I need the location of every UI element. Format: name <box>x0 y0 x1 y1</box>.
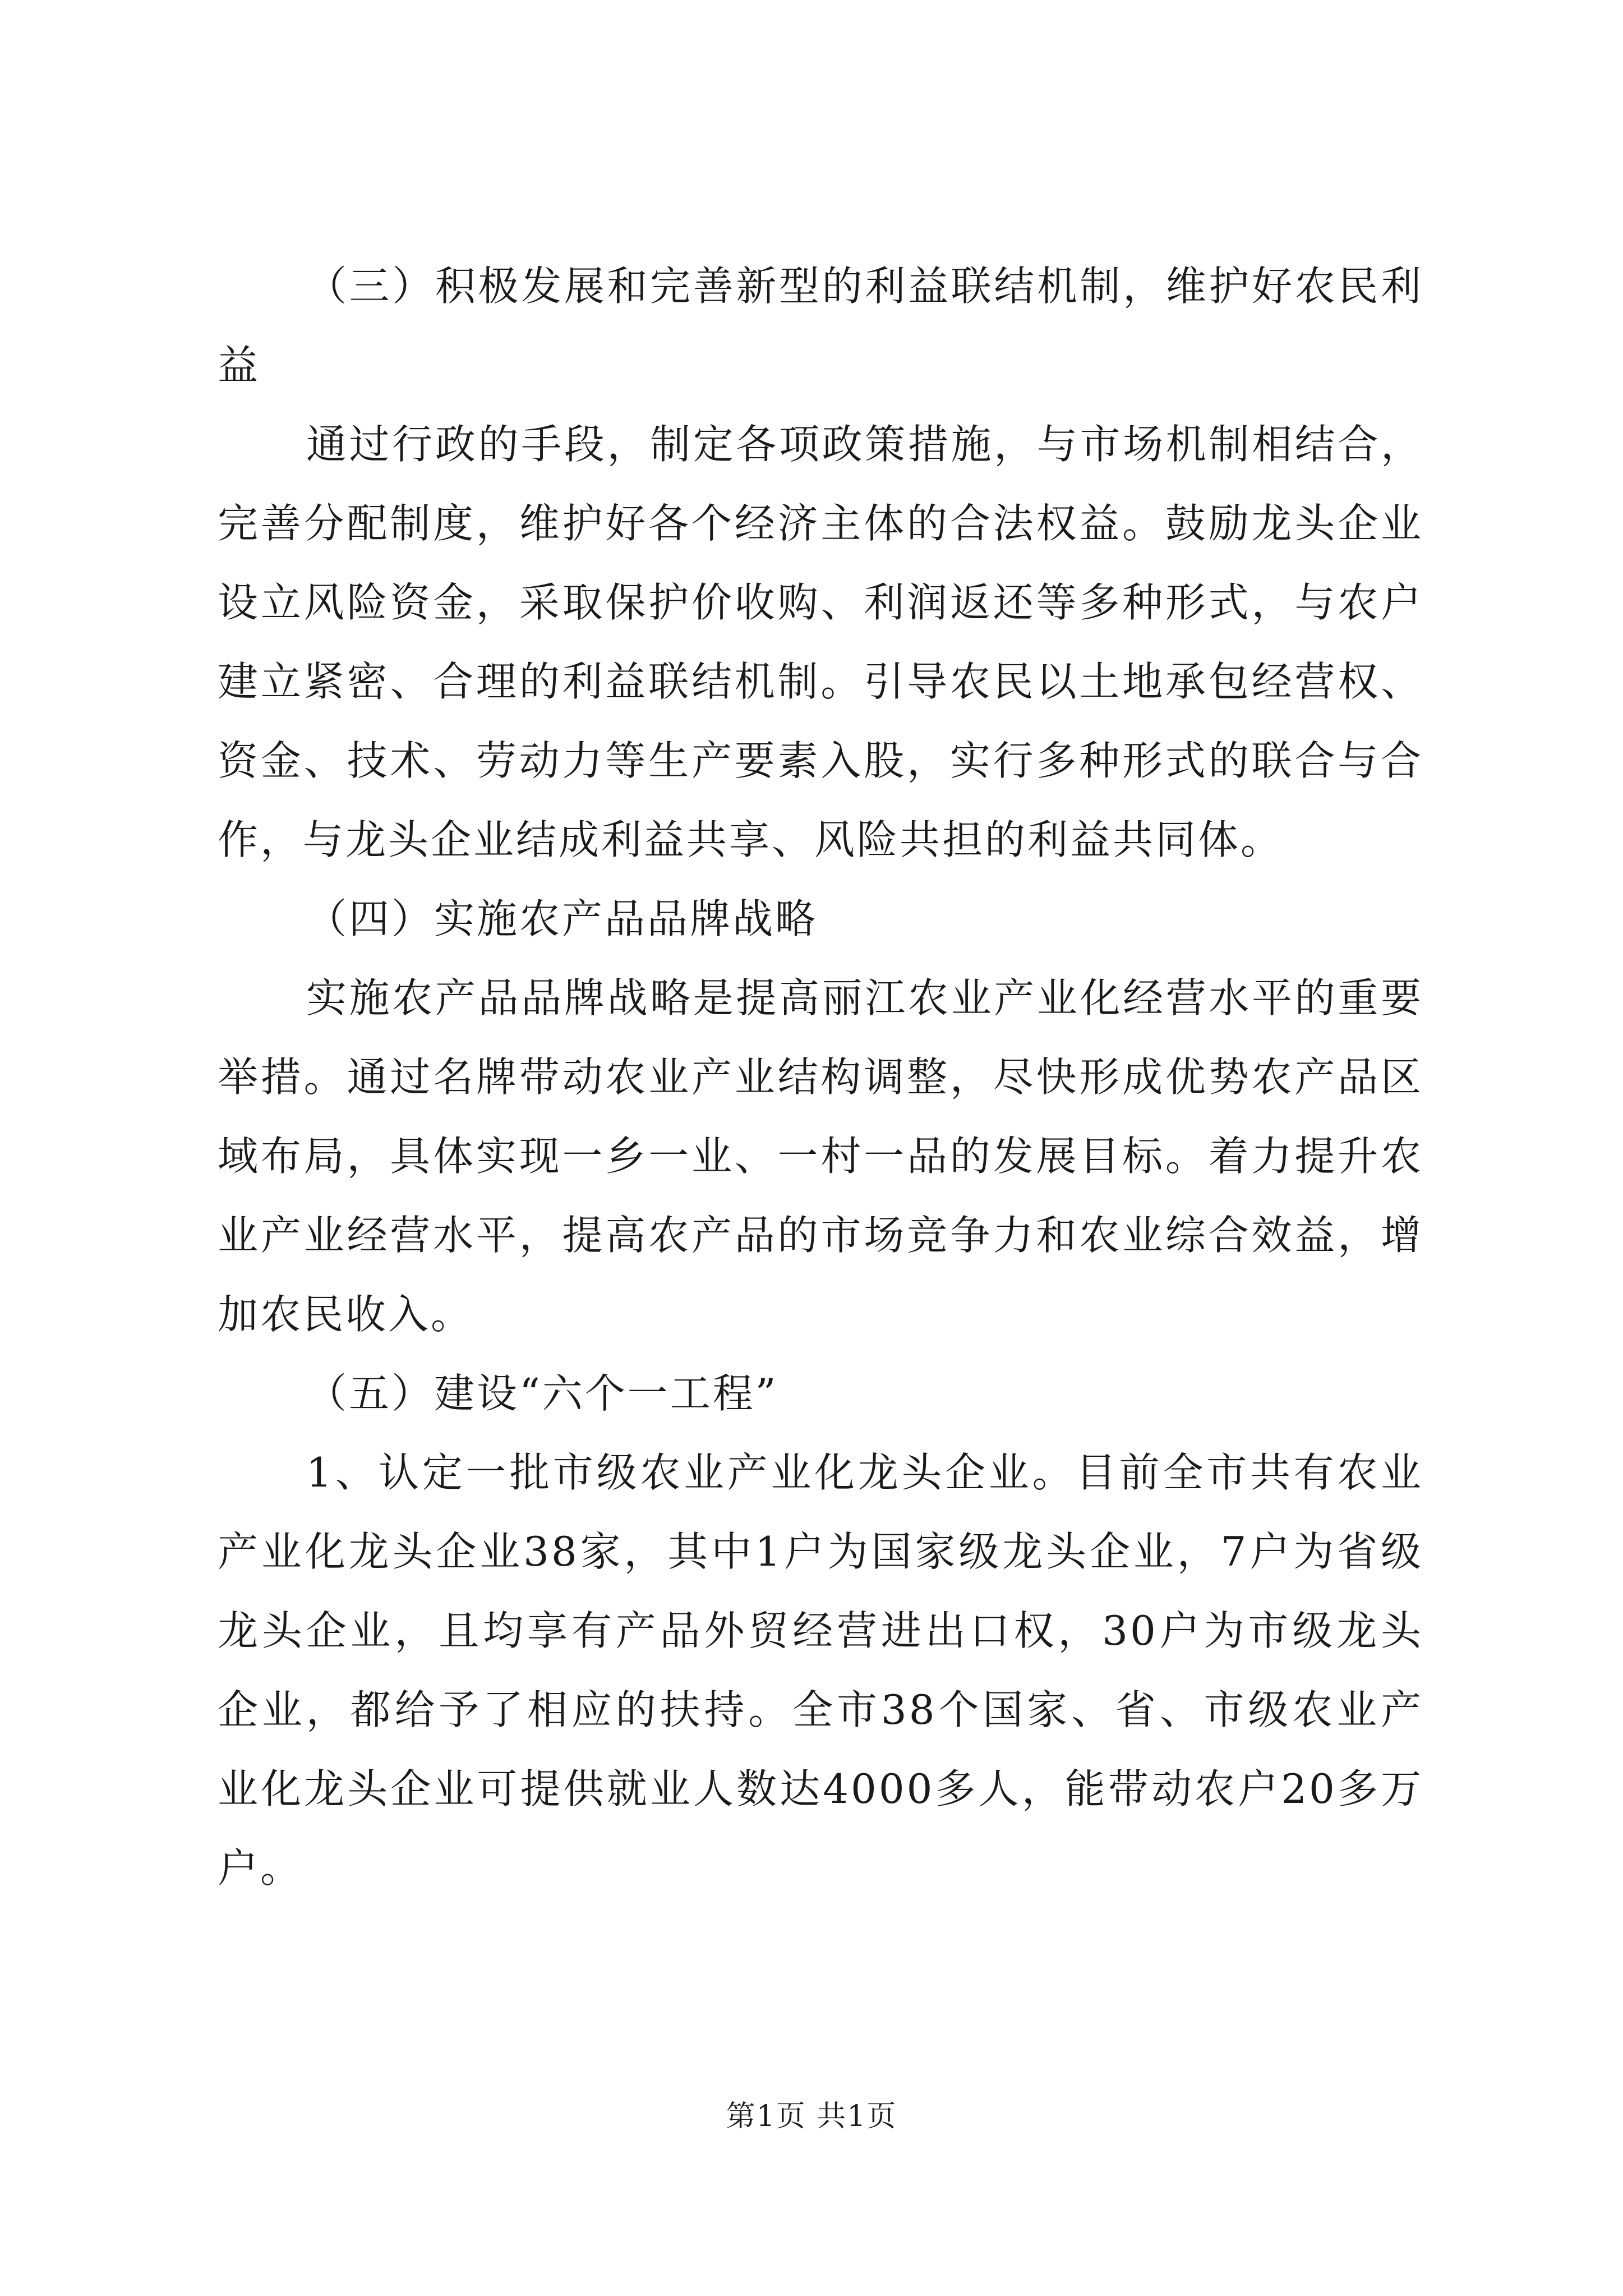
body-paragraph: 实施农产品品牌战略是提高丽江农业产业化经营水平的重要举措。通过名牌带动农业产业结构调整，尽快形成优势农产品区域布局，具体实现一乡一业、一村一品的发展目标。着力提升农业产业经营水平，提高农产品的市场竞争力和农业综合效益，增加农民收入。 <box>218 974 1423 1338</box>
body-paragraph: 1、认定一批市级农业产业化龙头企业。目前全市共有农业产业化龙头企业38家，其中1户为国家级龙头企业，7户为省级龙头企业，且均享有产品外贸经营进出口权，30户为市级龙头企业，都给予了相应的扶持。全市38个国家、省、市级农业产业化龙头企业可提供就业人数达4000多人，能带动农户20多万户。 <box>218 1449 1423 1892</box>
section-heading-5: （五）建设“六个一工程” <box>306 1370 778 1417</box>
page-footer: 第1页 共1页 <box>726 2100 897 2133</box>
body-paragraph: 通过行政的手段，制定各项政策措施，与市场机制相结合，完善分配制度，维护好各个经济主体的合法权益。鼓励龙头企业设立风险资金，采取保护价收购、利润返还等多种形式，与农户建立紧密、合理的利益联结机制。引导农民以土地承包经营权、资金、技术、劳动力等生产要素入股，实行多种形式的联合与合作，与龙头企业结成利益共享、风险共担的利益共同体。 <box>218 421 1423 863</box>
section-heading-4: （四）实施农产品品牌战略 <box>306 895 818 942</box>
section-heading-3: （三）积极发展和完善新型的利益联结机制，维护好农民利益 <box>218 263 1423 389</box>
document-body <box>218 247 1423 1908</box>
